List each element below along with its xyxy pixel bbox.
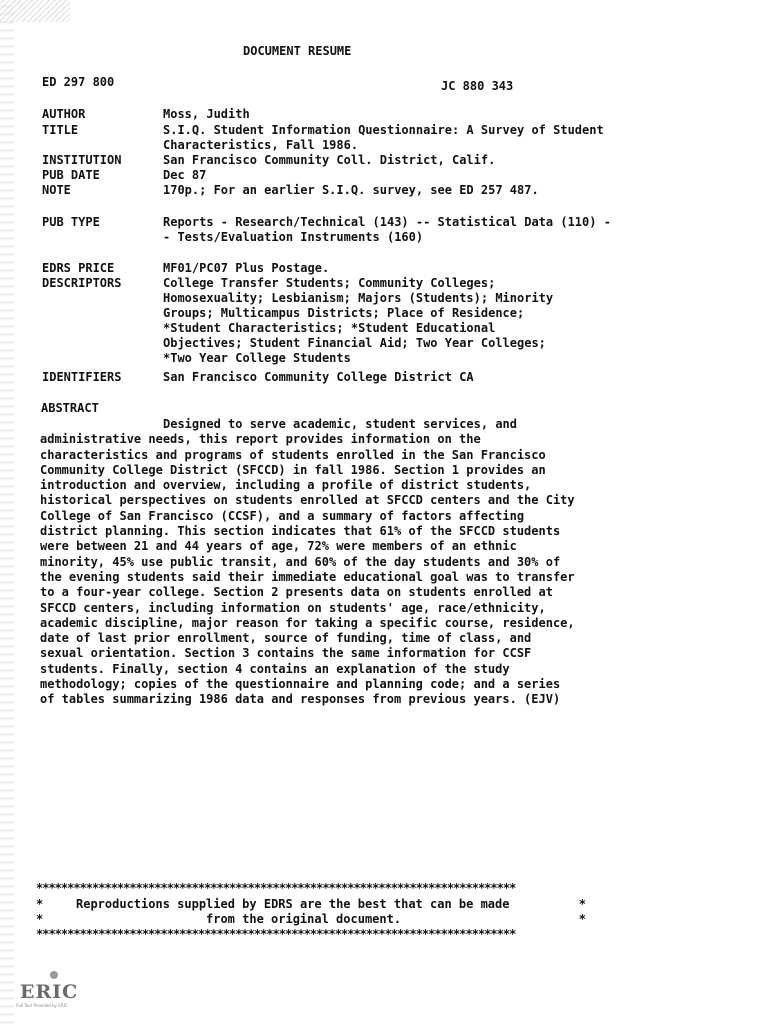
field-value: Reports - Research/Technical (143) -- Statistical Data (110) -- Tests/Evaluation Instruments (160) [163, 215, 611, 244]
field-value: MF01/PC07 Plus Postage. [163, 261, 330, 275]
eric-logo-tagline: Full Text Provided by ERIC [16, 1003, 68, 1008]
jc-number: JC 880 343 [441, 79, 514, 93]
notice-mark: * [578, 897, 586, 911]
field-label: NOTE [42, 183, 71, 197]
notice-mark: * [578, 912, 586, 926]
notice-mark: * [36, 912, 44, 926]
field-value: 170p.; For an earlier S.I.Q. survey, see ED 257 487. [163, 183, 539, 197]
eric-logo-text: ERIC [20, 981, 79, 1003]
field-value: San Francisco Community College District CA [163, 370, 474, 384]
eric-logo-dot [50, 971, 58, 979]
notice-text: from the original document. [206, 912, 402, 926]
abstract-body: Designed to serve academic, student services, and administrative needs, this report provides information on the characteristics and programs of students enrolled in the San Francisco Community College District (SFCCD) in fall 1986. Section 1 provides an introduction and overview, including a profile of district students, historical perspectives on students enrolled at SFCCD centers and the City College of San Francisco (CCSF), and a summary of factors affecting district planning. This section indicates that 61% of the SFCCD students were between 21 and 44 years of age, 72% were members of an ethnic minority, 45% use public transit, and 60% of the day students and 30% of the evening students said their immediate educational goal was to transfer to a four-year college. Section 2 presents data on students enrolled at SFCCD centers, including information on students' age, race/ethnicity, academic discipline, major reason for taking a specific course, residence, date of last prior enrollment, source of funding, time of class, and sexual orientation. Section 3 contains the same information for CCSF students. Finally, section 4 contains an explanation of the study methodology; copies of the questionnaire and planning code; and a series of tables summarizing 1986 data and responses from previous years. (EJV) [40, 417, 575, 707]
field-label: TITLE [42, 123, 79, 137]
scan-edge-noise [0, 0, 14, 1024]
field-label: DESCRIPTORS [42, 276, 122, 290]
notice-mark: * [36, 897, 44, 911]
field-value: San Francisco Community Coll. District, Calif. [163, 153, 496, 167]
field-label: PUB DATE [42, 168, 100, 182]
scan-corner-noise [0, 0, 70, 22]
field-label: IDENTIFIERS [42, 370, 122, 384]
abstract-heading: ABSTRACT [41, 401, 99, 415]
notice-text: Reproductions supplied by EDRS are the best that can be made [76, 897, 510, 911]
document-title: DOCUMENT RESUME [243, 44, 352, 58]
field-label: INSTITUTION [42, 153, 122, 167]
field-value: S.I.Q. Student Information Questionnaire: A Survey of Student Characteristics, Fall 1986. [163, 123, 604, 152]
field-label: EDRS PRICE [42, 261, 115, 275]
ed-number: ED 297 800 [42, 75, 115, 89]
notice-border-top: ***************************************************************************** [36, 881, 516, 895]
field-label: PUB TYPE [42, 215, 100, 229]
eric-logo [16, 967, 79, 1008]
field-value: Moss, Judith [163, 107, 250, 121]
notice-border-bottom: ***************************************************************************** [36, 927, 516, 941]
field-value: Dec 87 [163, 168, 207, 182]
field-label: AUTHOR [42, 107, 86, 121]
field-value: College Transfer Students; Community Colleges; Homosexuality; Lesbianism; Majors (Students); Minority Groups; Multicampus Districts; Place of Residence; *Student Characteristics; *Student Educational Objectives; Student Financial Aid; Two Year Colleges; *Two Year College Students [163, 276, 554, 365]
